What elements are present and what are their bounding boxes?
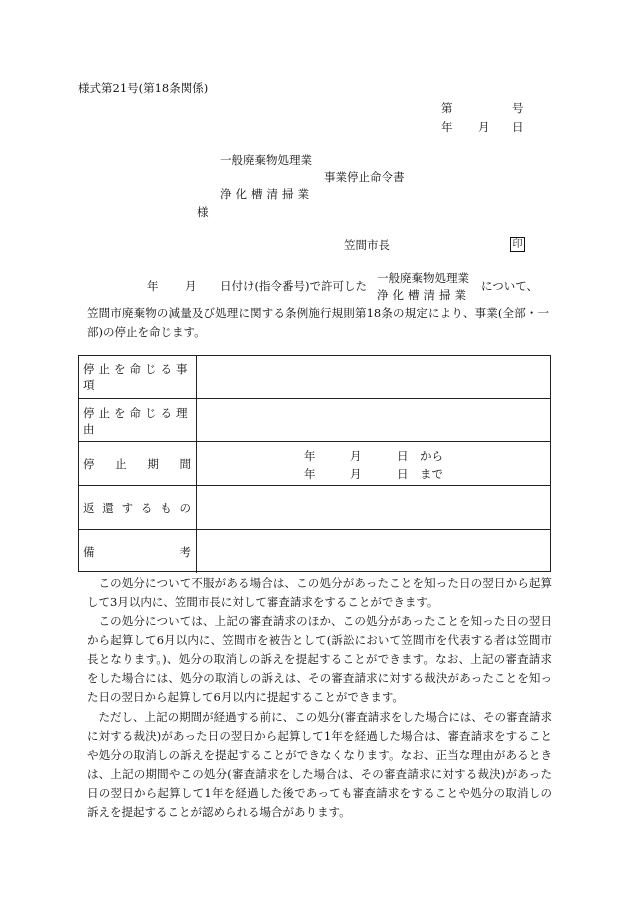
table-row xyxy=(79,398,550,442)
details-table xyxy=(78,355,551,572)
note-paragraph-3: ただし、上記の期間が経過する前に、この処分(審査請求をした場合には、その審査請求に対する裁決)があった日の翌日から起算して1年を経過した場合は、審査請求をすることや処分の取消しの訴えを提起することができなくなります。なお、正当な理由があるときは、上記の期間やこの処分(審査請求をした場合は、その審査請求に対する裁決)があった日の翌日から起算して1年を経過した後であっても審査請求をすることや処分の取消しの訴えを提起することが認められる場合があります。 xyxy=(87,710,552,819)
remarks-value xyxy=(197,530,550,573)
return-value xyxy=(197,486,550,530)
table-row xyxy=(79,356,550,398)
form-number: 様式第21号(第18条関係) xyxy=(78,81,209,95)
period-from-day: 日 xyxy=(397,449,409,463)
period-from-year: 年 xyxy=(304,449,316,463)
table-row xyxy=(79,441,550,486)
intro-year: 年 xyxy=(147,279,159,293)
row-label-return: 返 還 す る も の xyxy=(83,501,191,515)
business-type-2: 浄化槽清掃業 xyxy=(220,187,313,201)
note-paragraph-2: この処分については、上記の審査請求のほか、この処分があったことを知った日の翌日から起算して6月以内に、笠間市を被告として(訴訟において笠間市を代表する者は笠間市長となります。)、処分の取消しの訴えを提起することができます。なお、上記の審査請求をした場合には、処分の取消しの訴えは、その審査請求に対する裁決があったことを知った日の翌日から起算して6月以内に提起することができます。 xyxy=(87,614,552,704)
doc-date-month: 月 xyxy=(478,120,490,134)
period-value xyxy=(197,442,550,486)
row-label-period: 停 止 期 間 xyxy=(83,457,191,471)
matter-value xyxy=(197,356,550,398)
intro-month: 月 xyxy=(185,279,197,293)
doc-date-year: 年 xyxy=(441,120,453,134)
intro-dated: 日付け(指令番号)で許可した xyxy=(220,279,367,293)
doc-number-suffix: 号 xyxy=(512,101,524,115)
intro-biz-2: 浄化槽清掃業 xyxy=(377,288,470,302)
reason-value xyxy=(197,399,550,442)
period-from-month: 月 xyxy=(350,449,362,463)
table-row xyxy=(79,529,550,573)
business-type-1: 一般廃棄物処理業 xyxy=(220,153,312,167)
period-to-word: まで xyxy=(420,467,443,481)
note-paragraph-1: この処分について不服がある場合は、この処分があったことを知った日の翌日から起算して3月以内に、笠間市長に対して審査請求をすることができます。 xyxy=(87,576,552,609)
period-to-month: 月 xyxy=(350,467,362,481)
addressee-suffix: 様 xyxy=(197,205,209,219)
period-to-year: 年 xyxy=(304,467,316,481)
row-label-remarks: 備 考 xyxy=(83,544,191,559)
period-from-word: から xyxy=(420,449,443,463)
intro-about: について、 xyxy=(481,279,539,293)
document-title: 事業停止命令書 xyxy=(324,170,405,184)
seal-mark: 印 xyxy=(510,237,525,252)
doc-date-day: 日 xyxy=(512,120,524,134)
period-to-day: 日 xyxy=(397,467,409,481)
row-label-reason: 停止を命じる理由 xyxy=(83,405,192,436)
issuer-name: 笠間市長 xyxy=(344,238,390,252)
table-row xyxy=(79,485,550,530)
intro-body: 笠間市廃棄物の減量及び処理に関する条例施行規則第18条の規定により、事業(全部・一部)の停止を命じます。 xyxy=(87,306,549,339)
row-label-matter: 停止を命じる事項 xyxy=(83,362,192,392)
doc-number-prefix: 第 xyxy=(441,101,453,115)
intro-biz-1: 一般廃棄物処理業 xyxy=(377,271,469,285)
